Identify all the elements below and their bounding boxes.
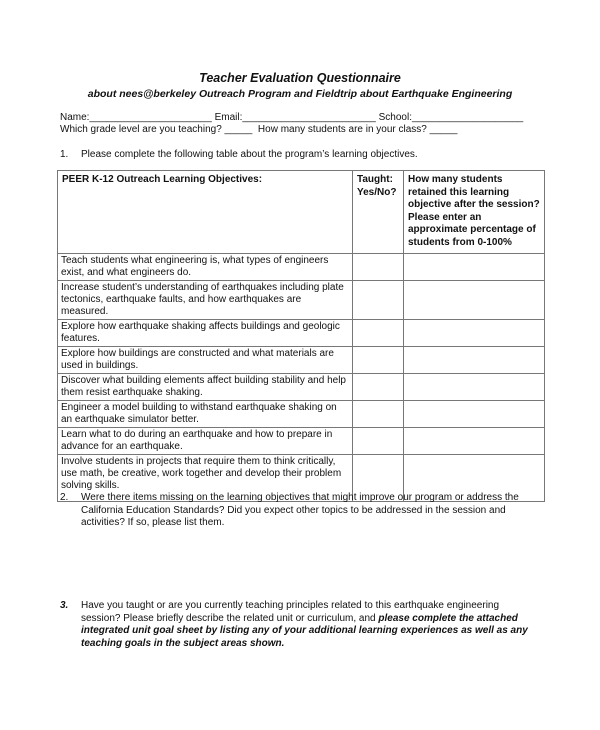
objective-cell: Engineer a model building to withstand earthquake shaking on an earthquake simulator better.: [58, 400, 353, 427]
header-objectives: PEER K-12 Outreach Learning Objectives:: [58, 171, 353, 254]
objective-cell: Increase student’s understanding of earthquakes including plate tectonics, earthquake faults, and how earthquakes are measured.: [58, 280, 353, 319]
question-text: Please complete the following table about the program’s learning objectives.: [81, 149, 418, 160]
header-retained: How many students retained this learning objective after the session? Please enter an approximate percentage of students from 0-100%: [404, 171, 545, 254]
taught-cell[interactable]: [353, 346, 404, 373]
question-number: 2.: [60, 492, 69, 503]
header-taught: Taught: Yes/No?: [353, 171, 404, 254]
objectives-table: [57, 170, 545, 502]
question-number: 3.: [60, 600, 69, 611]
question-1: [60, 149, 540, 162]
document-subtitle: about nees@berkeley Outreach Program and Fieldtrip about Earthquake Engineering: [87, 88, 513, 100]
percentage-cell[interactable]: [404, 400, 545, 427]
taught-cell[interactable]: [353, 400, 404, 427]
percentage-cell[interactable]: [404, 280, 545, 319]
grade-class-line: Which grade level are you teaching? _____ How many students are in your class? _____: [60, 124, 458, 135]
question-text-plain: Have you taught or are you currently teaching principles related to this earthquake engineering session? Please briefly describe the related unit or curriculum, and: [81, 600, 500, 624]
taught-cell[interactable]: [353, 427, 404, 454]
table-row: [58, 373, 545, 400]
objective-cell: Explore how earthquake shaking affects buildings and geologic features.: [58, 319, 353, 346]
name-email-school-line: Name:______________________ Email:________________________ School:____________________: [60, 112, 524, 123]
objective-cell: Teach students what engineering is, what types of engineers exist, and what engineers do.: [58, 253, 353, 280]
question-text: Were there items missing on the learning objectives that might improve our program or address the California Education Standards? Did you expect other topics to be addressed in the session and activities? If so, please list them.: [81, 492, 519, 528]
percentage-cell[interactable]: [404, 427, 545, 454]
document-title: Teacher Evaluation Questionnaire: [199, 71, 401, 85]
percentage-cell[interactable]: [404, 253, 545, 280]
question-number: 1.: [60, 149, 69, 160]
percentage-cell[interactable]: [404, 346, 545, 373]
table-header-row: [58, 171, 545, 254]
objective-cell: Explore how buildings are constructed and what materials are used in buildings.: [58, 346, 353, 373]
percentage-cell[interactable]: [404, 373, 545, 400]
objective-cell: Learn what to do during an earthquake and how to prepare in advance for an earthquake.: [58, 427, 353, 454]
question-text-emphasis: please complete the attached integrated unit goal sheet by listing any of your additional learning experiences as well as any teaching goals in the subject areas shown.: [81, 612, 528, 649]
question-2: [60, 492, 540, 530]
percentage-cell[interactable]: [404, 319, 545, 346]
table-row: [58, 400, 545, 427]
table-row: [58, 427, 545, 454]
table-row: [58, 280, 545, 319]
objective-cell: Involve students in projects that require them to think critically, use math, be creative, work together and develop their problem solving skills.: [58, 454, 353, 501]
table-row: [58, 346, 545, 373]
taught-cell[interactable]: [353, 253, 404, 280]
taught-cell[interactable]: [353, 373, 404, 400]
objective-cell: Discover what building elements affect building stability and help them resist earthquake shaking.: [58, 373, 353, 400]
table-row: [58, 253, 545, 280]
taught-cell[interactable]: [353, 319, 404, 346]
table-row: [58, 319, 545, 346]
taught-cell[interactable]: [353, 280, 404, 319]
question-text: [81, 600, 540, 650]
question-3: [60, 600, 540, 650]
